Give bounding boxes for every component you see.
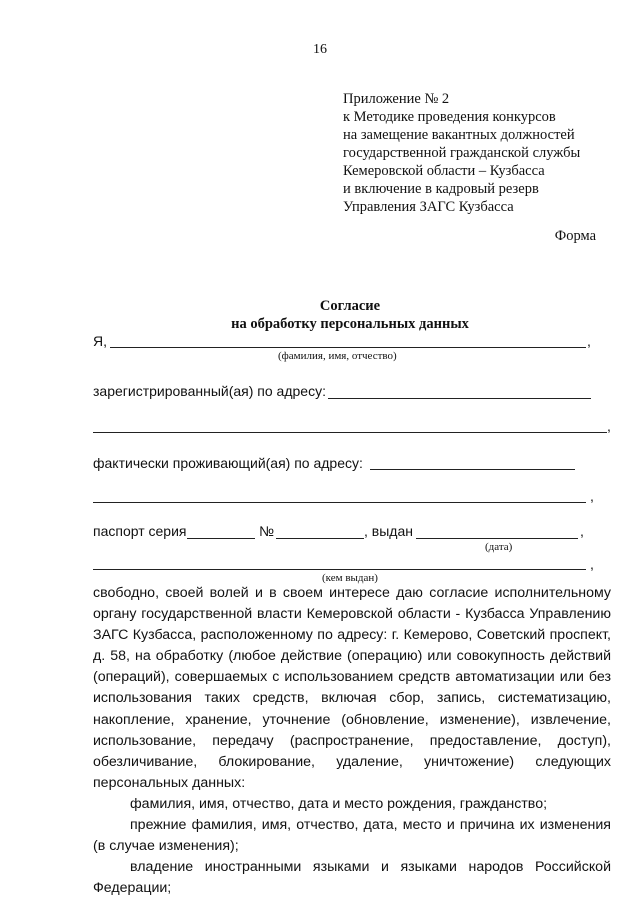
- data-item-name: фамилия, имя, отчество, дата и место рождения, гражданство;: [130, 795, 548, 812]
- consent-line: накопление, хранение, уточнение (обновление, изменение), извлечение,: [93, 711, 611, 728]
- actual-address-label: фактически проживающий(ая) по адресу:: [93, 455, 363, 471]
- data-item-former-name: прежние фамилия, имя, отчество, дата, место и причина их изменения: [130, 817, 611, 834]
- passport-comma: ,: [580, 523, 584, 539]
- consent-line: свободно, своей волей и в своем интересе даю согласие исполнительному: [93, 585, 611, 601]
- consent-line: органу государственной власти Кемеровской области - Кузбасса Управлению: [93, 606, 611, 623]
- data-item-languages: владение иностранными языками и языками народов Российской: [130, 859, 611, 876]
- document-title: Согласие: [319, 298, 381, 314]
- passport-number-field[interactable]: [276, 538, 364, 539]
- appendix-line: Управления ЗАГС Кузбасса: [343, 199, 514, 215]
- appendix-header: [343, 90, 580, 216]
- actual-address-field[interactable]: [370, 469, 575, 470]
- name-prefix: Я,: [93, 333, 107, 349]
- appendix-line: к Методике проведения конкурсов: [343, 109, 556, 125]
- actual-comma: ,: [590, 488, 594, 504]
- date-hint: (дата): [485, 541, 513, 553]
- appendix-line: на замещение вакантных должностей: [343, 127, 575, 143]
- registered-address-label: зарегистрированный(ая) по адресу:: [93, 383, 326, 399]
- page-number: 16: [313, 42, 327, 57]
- appendix-line: Приложение № 2: [343, 91, 450, 107]
- consent-line: обезличивание, блокирование, удаление, уничтожение) следующих: [93, 753, 611, 770]
- passport-series-field[interactable]: [187, 538, 255, 539]
- consent-line: использование, передачу (распространение, предоставление, доступ),: [93, 732, 611, 749]
- passport-issuer-field[interactable]: [93, 569, 586, 570]
- registered-address-field-2[interactable]: [93, 432, 607, 433]
- data-item-former-name-cont: (в случае изменения);: [93, 838, 239, 855]
- issuer-hint: (кем выдан): [322, 572, 378, 584]
- data-item-languages-cont: Федерации;: [93, 880, 172, 897]
- consent-text: [93, 583, 611, 899]
- appendix-line: Кемеровской области – Кузбасса: [343, 163, 545, 179]
- issuer-comma: ,: [590, 556, 594, 572]
- consent-line: использования таких средств, включая сбор, запись, систематизацию,: [93, 690, 611, 707]
- consent-line: д. 58, на обработку (любое действие (операцию) или совокупность действий: [93, 648, 611, 665]
- consent-line: (операций), совершаемых с использованием средств автоматизации или без: [93, 669, 611, 686]
- full-name-field[interactable]: [110, 347, 586, 348]
- consent-line: персональных данных:: [93, 774, 246, 791]
- form-label: Форма: [554, 228, 596, 244]
- name-hint: (фамилия, имя, отчество): [278, 350, 397, 362]
- passport-issued-label: , выдан: [364, 523, 413, 539]
- appendix-line: и включение в кадровый резерв: [343, 181, 539, 197]
- document-subtitle: на обработку персональных данных: [231, 316, 469, 332]
- actual-address-field-2[interactable]: [93, 502, 586, 503]
- appendix-line: государственной гражданской службы: [343, 145, 581, 161]
- passport-number-label: №: [259, 523, 275, 539]
- name-comma: ,: [587, 333, 591, 349]
- consent-line: ЗАГС Кузбасса, расположенному по адресу: г. Кемерово, Советский проспект,: [93, 627, 611, 644]
- registered-comma: ,: [607, 418, 611, 434]
- passport-series-label: паспорт серия: [93, 523, 187, 539]
- registered-address-field[interactable]: [328, 398, 591, 399]
- passport-date-field[interactable]: [416, 538, 578, 539]
